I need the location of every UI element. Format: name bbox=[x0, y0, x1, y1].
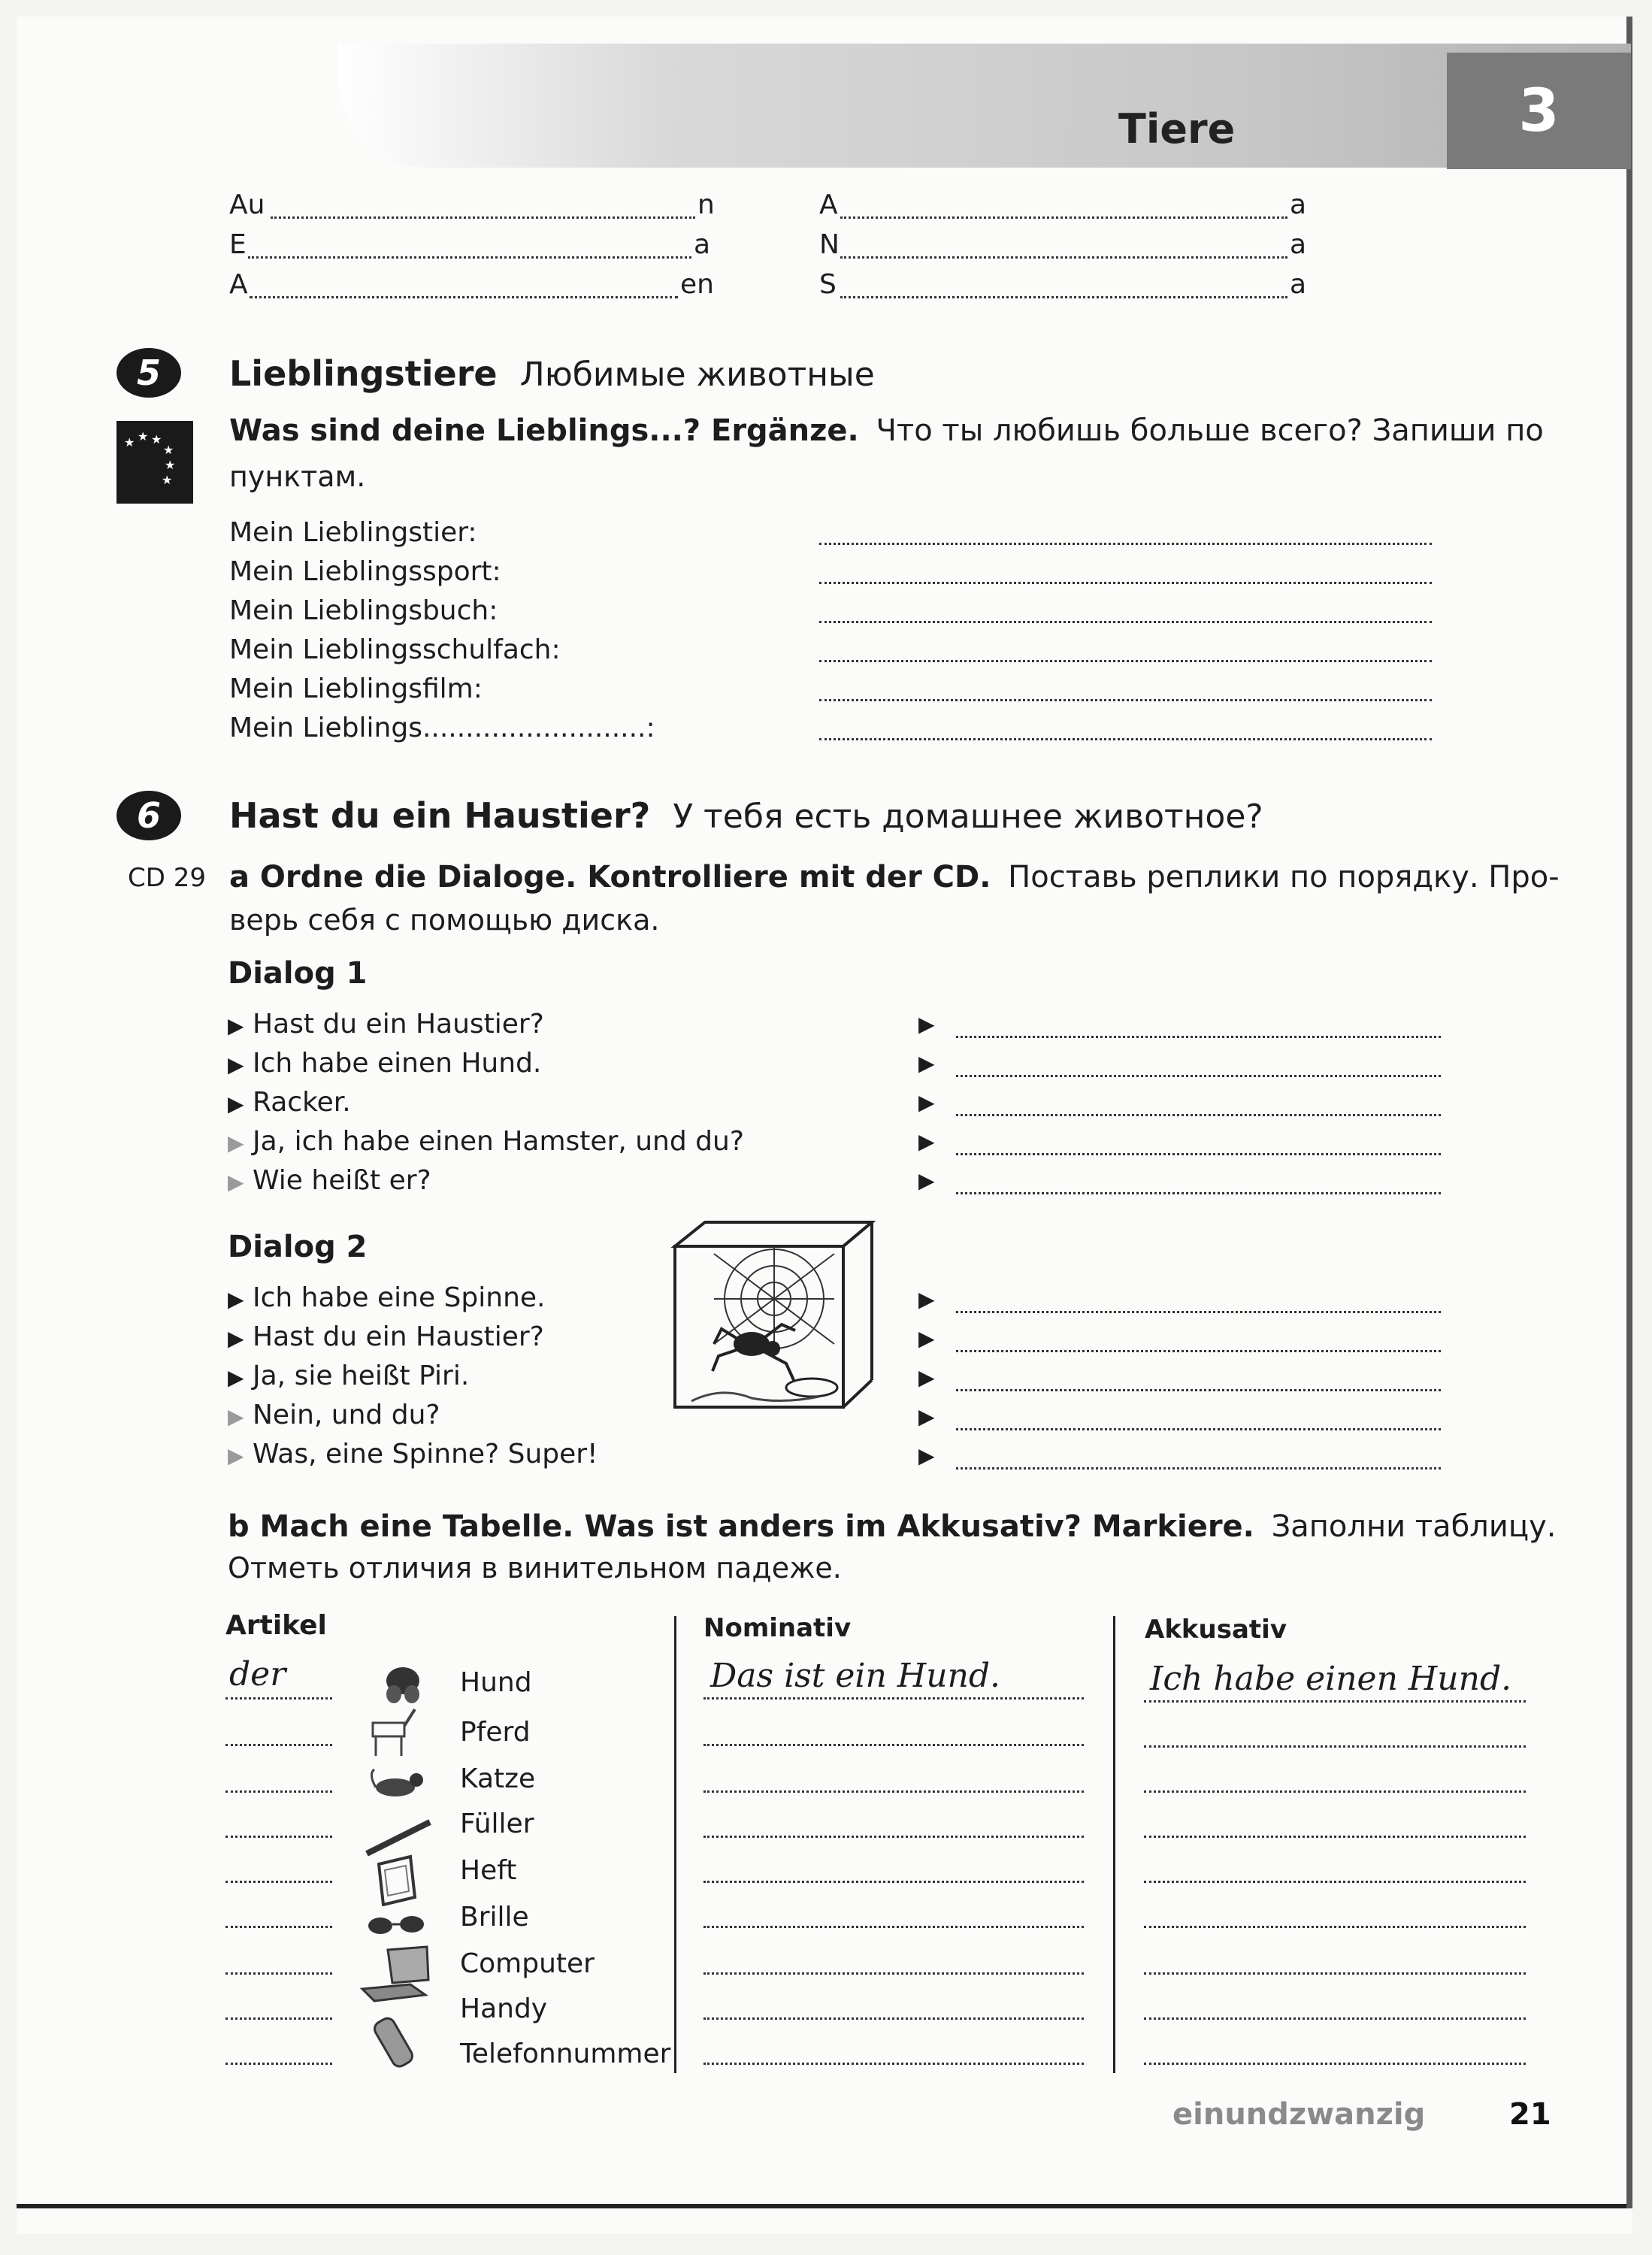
dialog-line: ▶ Ja, sie heißt Piri. bbox=[228, 1361, 470, 1391]
noun-label: Computer bbox=[460, 1948, 595, 1979]
article-answer-line[interactable] bbox=[225, 2017, 332, 2020]
exercise-6b-instruction-de: b Mach eine Tabelle. Was ist anders im Akkusativ? Markiere. bbox=[228, 1509, 1254, 1544]
dialog-line-text: Was, eine Spinne? Super! bbox=[253, 1439, 598, 1470]
table-header-akkusativ: Akkusativ bbox=[1145, 1615, 1287, 1645]
dialog-line-text: Ich habe eine Spinne. bbox=[253, 1282, 546, 1313]
noun-label: Brille bbox=[460, 1902, 529, 1933]
article-answer-line[interactable] bbox=[225, 2063, 332, 2065]
dialog-line: ▶ Nein, und du? bbox=[228, 1400, 440, 1430]
dialog-answer-line[interactable] bbox=[956, 1036, 1441, 1038]
word-blank[interactable] bbox=[840, 216, 1287, 219]
dialog-answer-line[interactable] bbox=[956, 1311, 1441, 1313]
dialog-line: ▶ Racker. bbox=[228, 1087, 351, 1118]
exercise-6-title-ru: У тебя есть домашнее животное? bbox=[673, 798, 1263, 836]
nominativ-answer-line[interactable] bbox=[703, 1926, 1084, 1928]
dialog-line: ▶ Hast du ein Haustier? bbox=[228, 1321, 544, 1352]
exercise-5-instruction-ru: Что ты любишь больше всего? Запиши по bbox=[876, 413, 1544, 448]
word-start: N bbox=[819, 229, 840, 260]
page-bottom-edge bbox=[17, 2204, 1632, 2208]
dialog-answer-line[interactable] bbox=[956, 1428, 1441, 1430]
noun-label: Katze bbox=[460, 1763, 536, 1794]
table-header-nominativ: Nominativ bbox=[703, 1613, 852, 1643]
chapter-number: 3 bbox=[1518, 77, 1560, 145]
favorite-label: Mein Lieblingssport: bbox=[229, 556, 501, 587]
dialog-line-text: Nein, und du? bbox=[253, 1400, 440, 1430]
noun-label: Handy bbox=[460, 1993, 548, 2024]
svg-text:★: ★ bbox=[163, 443, 174, 457]
example-akkusativ: Ich habe einen Hund. bbox=[1150, 1660, 1512, 1698]
nominativ-answer-line[interactable] bbox=[703, 1744, 1084, 1746]
nominativ-answer-line[interactable] bbox=[703, 1972, 1084, 1975]
dialog-line: ▶ Was, eine Spinne? Super! bbox=[228, 1439, 598, 1470]
favorite-answer-line[interactable] bbox=[819, 543, 1432, 545]
dialog-answer-line[interactable] bbox=[956, 1153, 1441, 1155]
exercise-6-title-de: Hast du ein Haustier? bbox=[229, 795, 651, 836]
nominativ-answer-line[interactable] bbox=[703, 1836, 1084, 1838]
favorite-answer-line[interactable] bbox=[819, 738, 1432, 740]
word-end: n bbox=[697, 189, 715, 220]
akkusativ-answer-line[interactable] bbox=[1144, 1881, 1526, 1883]
exercise-6-number: 6 bbox=[116, 791, 181, 840]
word-end: a bbox=[1290, 269, 1307, 300]
word-blank[interactable] bbox=[840, 296, 1287, 298]
akkusativ-answer-line[interactable] bbox=[1144, 1700, 1526, 1703]
noun-label: Füller bbox=[460, 1809, 534, 1839]
cd-track: CD 29 bbox=[128, 863, 206, 893]
answer-arrow-icon: ▶ bbox=[918, 1168, 935, 1193]
favorite-label: Mein Lieblingsschulfach: bbox=[229, 634, 561, 665]
nominativ-answer-line[interactable] bbox=[703, 1697, 1084, 1700]
article-answer-line[interactable] bbox=[225, 1744, 332, 1746]
page-number-word: einundzwanzig bbox=[1172, 2097, 1426, 2132]
dialog-1-title: Dialog 1 bbox=[228, 956, 368, 991]
svg-text:★: ★ bbox=[151, 432, 162, 446]
answer-arrow-icon: ▶ bbox=[918, 1326, 935, 1351]
chapter-number-box bbox=[1447, 53, 1631, 169]
spider-terrarium-illustration bbox=[669, 1216, 879, 1413]
example-article: der bbox=[229, 1655, 286, 1694]
noun-label: Telefonnummer bbox=[460, 2039, 671, 2069]
dialog-line: ▶ Wie heißt er? bbox=[228, 1165, 431, 1196]
exercise-6a-instruction-ru-cont: верь себя с помощью диска. bbox=[229, 904, 660, 937]
favorite-answer-line[interactable] bbox=[819, 699, 1432, 701]
word-end: a bbox=[694, 229, 711, 260]
page-number: 21 bbox=[1509, 2097, 1551, 2132]
favorite-label: Mein Lieblingsfilm: bbox=[229, 673, 483, 704]
exercise-5-instruction-ru-cont: пунктам. bbox=[229, 460, 366, 493]
exercise-5-number: 5 bbox=[116, 348, 181, 398]
favorite-label: Mein Lieblingstier: bbox=[229, 517, 477, 548]
favorite-label: Mein Lieblings..........................: bbox=[229, 713, 655, 743]
dialog-answer-line[interactable] bbox=[956, 1192, 1441, 1194]
akkusativ-answer-line[interactable] bbox=[1144, 1926, 1526, 1928]
nominativ-answer-line[interactable] bbox=[703, 2017, 1084, 2020]
favorite-answer-line[interactable] bbox=[819, 621, 1432, 623]
svg-text:★: ★ bbox=[138, 429, 149, 443]
glasses-icon bbox=[364, 1909, 431, 1942]
word-end: en bbox=[680, 269, 714, 300]
page-right-edge bbox=[1626, 17, 1632, 2208]
table-header-artikel: Artikel bbox=[225, 1610, 327, 1641]
favorite-answer-line[interactable] bbox=[819, 660, 1432, 662]
dialog-answer-line[interactable] bbox=[956, 1350, 1441, 1352]
answer-arrow-icon: ▶ bbox=[918, 1090, 935, 1115]
word-start: S bbox=[819, 269, 837, 300]
dialog-answer-line[interactable] bbox=[956, 1467, 1441, 1470]
exercise-6a-instruction-de: a Ordne die Dialoge. Kontrolliere mit der CD. bbox=[229, 860, 991, 894]
table-divider bbox=[674, 1616, 676, 2073]
nominativ-answer-line[interactable] bbox=[703, 2063, 1084, 2065]
article-answer-line[interactable] bbox=[225, 1881, 332, 1883]
article-answer-line[interactable] bbox=[225, 1836, 332, 1838]
akkusativ-answer-line[interactable] bbox=[1144, 2017, 1526, 2020]
akkusativ-answer-line[interactable] bbox=[1144, 2063, 1526, 2065]
exercise-6b-instruction bbox=[228, 1509, 1556, 1544]
svg-text:★: ★ bbox=[165, 458, 176, 472]
exercise-5-instruction bbox=[229, 413, 1544, 448]
akkusativ-answer-line[interactable] bbox=[1144, 1972, 1526, 1975]
cat-icon bbox=[368, 1766, 428, 1807]
nominativ-answer-line[interactable] bbox=[703, 1790, 1084, 1793]
word-blank[interactable] bbox=[250, 296, 678, 298]
horse-icon bbox=[362, 1700, 422, 1763]
exercise-5-title-ru: Любимые животные bbox=[519, 356, 875, 394]
answer-arrow-icon: ▶ bbox=[918, 1365, 935, 1390]
article-answer-line[interactable] bbox=[225, 1926, 332, 1928]
word-start: Au bbox=[229, 189, 265, 220]
header-band bbox=[338, 44, 1631, 168]
noun-label: Pferd bbox=[460, 1717, 531, 1748]
answer-arrow-icon: ▶ bbox=[918, 1051, 935, 1076]
word-start: E bbox=[229, 229, 247, 260]
example-nominativ: Das ist ein Hund. bbox=[710, 1657, 1001, 1695]
dialog-line-text: Ja, ich habe einen Hamster, und du? bbox=[253, 1126, 744, 1157]
favorite-answer-line[interactable] bbox=[819, 582, 1432, 584]
favorite-label: Mein Lieblingsbuch: bbox=[229, 595, 498, 626]
word-start: A bbox=[819, 189, 838, 220]
exercise-6b-instruction-ru-cont: Отметь отличия в винительном падеже. bbox=[228, 1551, 842, 1585]
svg-text:★: ★ bbox=[162, 473, 173, 487]
dialog-answer-line[interactable] bbox=[956, 1075, 1441, 1077]
table-divider bbox=[1113, 1616, 1115, 2073]
article-answer-line[interactable] bbox=[225, 1790, 332, 1793]
akkusativ-answer-line[interactable] bbox=[1144, 1836, 1526, 1838]
dialog-line-text: Ich habe einen Hund. bbox=[253, 1048, 542, 1079]
dialog-line-text: Hast du ein Haustier? bbox=[253, 1009, 544, 1040]
notebook-icon bbox=[371, 1852, 421, 1909]
dialog-line-text: Ja, sie heißt Piri. bbox=[253, 1361, 470, 1391]
exercise-5-title bbox=[229, 353, 875, 394]
chapter-title: Tiere bbox=[1118, 105, 1236, 153]
answer-arrow-icon: ▶ bbox=[918, 1443, 935, 1468]
word-end: a bbox=[1290, 229, 1307, 260]
dialog-line: ▶ Ich habe einen Hund. bbox=[228, 1048, 542, 1079]
computer-icon bbox=[358, 1945, 433, 2008]
answer-arrow-icon: ▶ bbox=[918, 1012, 935, 1037]
dialog-line: ▶ Ja, ich habe einen Hamster, und du? bbox=[228, 1126, 744, 1157]
phone-icon bbox=[365, 2013, 425, 2084]
svg-text:★: ★ bbox=[124, 435, 135, 449]
dialog-line-text: Racker. bbox=[253, 1087, 351, 1118]
dialog-2-title: Dialog 2 bbox=[228, 1230, 368, 1264]
word-blank[interactable] bbox=[271, 216, 695, 219]
exercise-5-instruction-de: Was sind deine Lieblings...? Ergänze. bbox=[229, 413, 859, 448]
exercise-5-title-de: Lieblingstiere bbox=[229, 353, 498, 394]
answer-arrow-icon: ▶ bbox=[918, 1404, 935, 1429]
article-answer-line[interactable] bbox=[225, 1972, 332, 1975]
noun-label: Hund bbox=[460, 1667, 532, 1698]
dialog-line-text: Hast du ein Haustier? bbox=[253, 1321, 544, 1352]
exercise-6a-instruction bbox=[229, 860, 1560, 894]
answer-arrow-icon: ▶ bbox=[918, 1287, 935, 1312]
word-blank[interactable] bbox=[840, 256, 1287, 259]
word-end: a bbox=[1290, 189, 1307, 220]
dialog-answer-line[interactable] bbox=[956, 1389, 1441, 1391]
exercise-6a-instruction-ru: Поставь реплики по порядку. Про- bbox=[1008, 860, 1560, 894]
dialog-line-text: Wie heißt er? bbox=[253, 1165, 431, 1196]
akkusativ-answer-line[interactable] bbox=[1144, 1790, 1526, 1793]
dialog-line: ▶ Hast du ein Haustier? bbox=[228, 1009, 544, 1040]
akkusativ-answer-line[interactable] bbox=[1144, 1745, 1526, 1748]
nominativ-answer-line[interactable] bbox=[703, 1881, 1084, 1883]
noun-label: Heft bbox=[460, 1855, 517, 1886]
eu-flag-icon bbox=[116, 421, 193, 504]
article-answer-line[interactable] bbox=[225, 1697, 332, 1700]
dialog-answer-line[interactable] bbox=[956, 1114, 1441, 1116]
answer-arrow-icon: ▶ bbox=[918, 1129, 935, 1154]
worksheet-page bbox=[17, 17, 1632, 2234]
word-blank[interactable] bbox=[248, 256, 691, 259]
dialog-line: ▶ Ich habe eine Spinne. bbox=[228, 1282, 546, 1313]
word-start: A bbox=[229, 269, 248, 300]
exercise-6b-instruction-ru: Заполни таблицу. bbox=[1271, 1509, 1557, 1544]
exercise-6-title bbox=[229, 795, 1263, 836]
